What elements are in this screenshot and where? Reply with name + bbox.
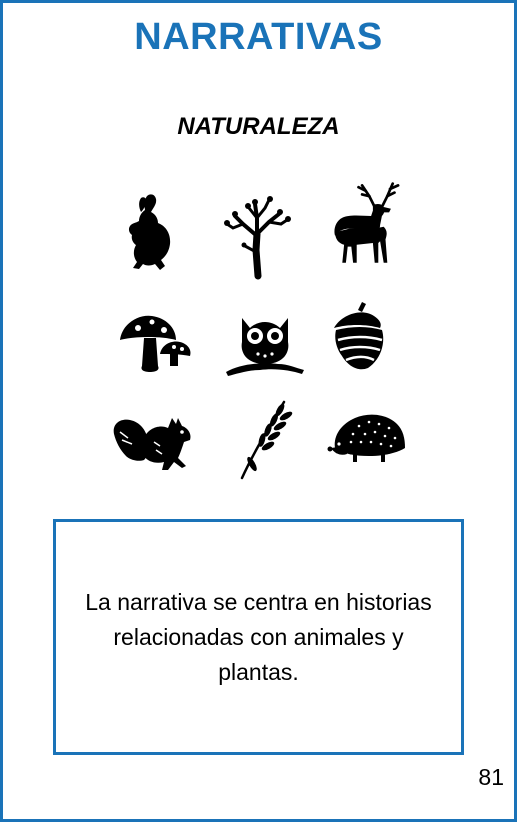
acorn-icon [322, 300, 412, 390]
page-title: NARRATIVAS [134, 16, 383, 58]
description-text: La narrativa se centra en historias relacionadas con animales y plantas. [85, 588, 432, 685]
owl-icon [220, 298, 310, 388]
tree-icon [213, 190, 303, 280]
description-box [53, 519, 464, 755]
category-subtitle: NATURALEZA [177, 113, 340, 140]
page-number: 81 [478, 764, 504, 790]
wheat-icon [222, 396, 312, 486]
rabbit-icon [103, 190, 193, 280]
hedgehog-icon [325, 396, 415, 486]
mushroom-icon [110, 300, 200, 390]
deer-icon [318, 180, 408, 270]
squirrel-icon [108, 398, 198, 488]
